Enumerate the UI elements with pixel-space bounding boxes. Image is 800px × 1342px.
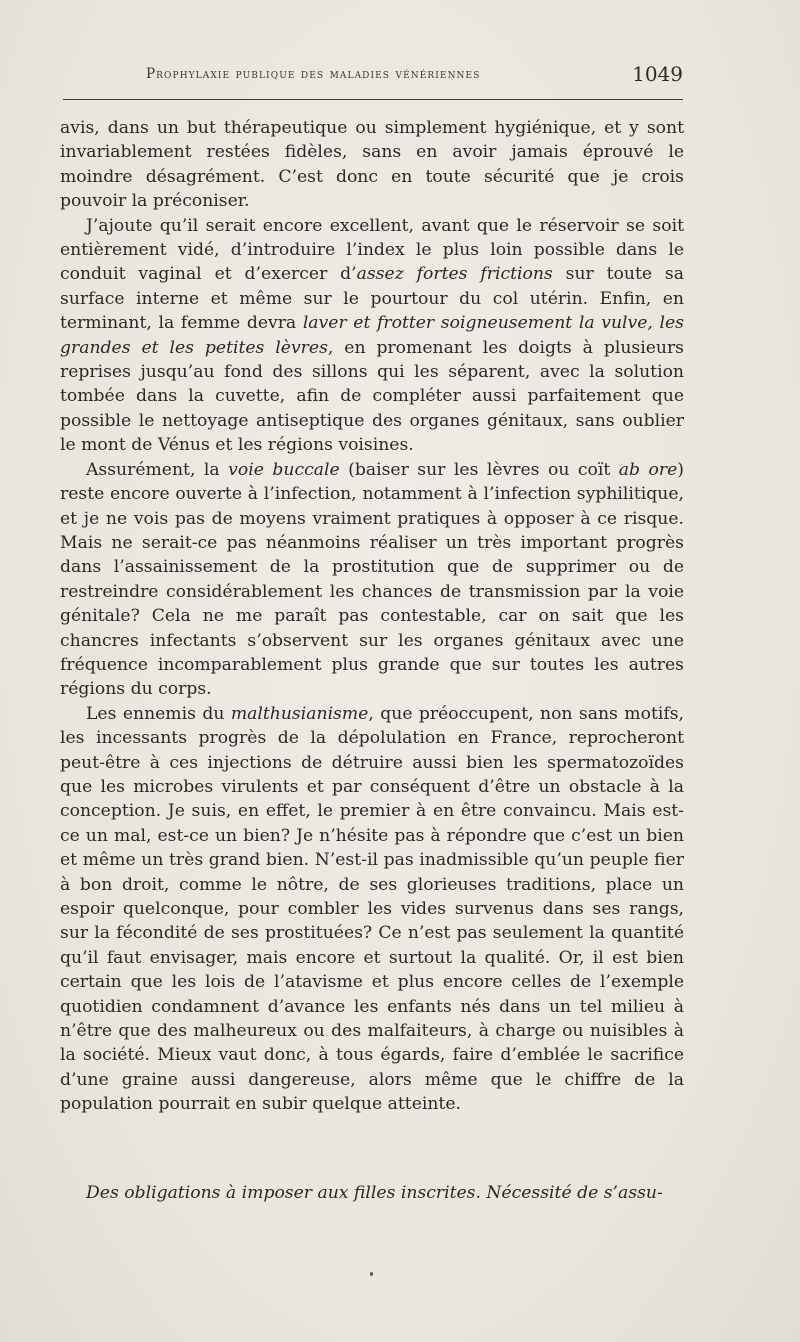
italic-phrase: assez fortes frictions — [356, 264, 553, 285]
running-title: Prophylaxie publique des maladies vénériennes — [146, 66, 481, 82]
section-heading: Des obligations à imposer aux filles inscrites. Nécessité de s’assu- — [86, 1183, 663, 1203]
paragraph — [60, 458, 684, 702]
paragraph — [60, 702, 684, 1117]
text-run: Assurément, la — [86, 459, 229, 480]
paragraph — [60, 116, 684, 214]
page-header — [63, 62, 683, 90]
text-run: Les ennemis du — [86, 703, 231, 724]
italic-phrase: laver et frotter soigneusement la vulve, les grandes et les petites lèvres — [60, 313, 684, 358]
text-run: , en promenant les doigts à plusieurs reprises jusqu’au fond des sillons qui les séparent, avec la solution tombée dans la cuvette, afin de compléter aussi parfaitement que possible le nettoyage antiseptique des organes génitaux, sans oublier le mont de Vénus et les régions voisines. — [60, 337, 684, 456]
text-run: sur toute sa surface interne et même sur le pourtour du col utérin. Enfin, en terminant, la femme devra — [60, 264, 684, 334]
text-run: J’ajoute qu’il serait encore excellent, avant que le réservoir se soit entièrement vidé, d’introduire l’index le plus loin possible dans le conduit vaginal et d’exercer d’ — [60, 215, 684, 285]
ink-speck — [370, 1272, 373, 1276]
text-run: avis, dans un but thérapeutique ou simplement hygiénique, et y sont invariablement restées fidèles, sans en avoir jamais éprouvé le moindre désagrément. C’est donc en toute sécurité que je crois pouvoir la préconiser. — [60, 118, 684, 212]
text-run: (baiser sur les lèvres ou coït — [339, 459, 619, 480]
text-run: , que préoccupent, non sans motifs, les incessants progrès de la dépolulation en France, reprocheront peut-être à ces injections de détruire aussi bien les spermatozoïdes que les microbes virulents et par conséquent d’être un obstacle à la conception. Je suis, en effet, le premier à en être convaincu. Mais est-ce un mal, est-ce un bien? Je n’hésite pas à répondre que c’est un bien et même un très grand bien. N’est-il pas inadmissible qu’un peuple fier à bon droit, comme le nôtre, de ses glorieuses traditions, place un espoir quelconque, pour combler les vides survenus dans ses rangs, sur la fécondité de ses prostituées? Ce n’est pas seulement la quantité qu’il faut envisager, mais encore et surtout la qualité. Or, il est bien certain que les lois de l’atavisme et plus encore celles de l’exemple quotidien condamnent d’avance les enfants nés dans un tel milieu à n’être que des malheureux ou des malfaiteurs, à charge ou nuisibles à la société. Mieux vaut donc, à tous égards, faire d’emblée le sacrifice d’une graine aussi dangereuse, alors même que le chiffre de la population pourrait en subir quelque atteinte. — [60, 703, 684, 1115]
italic-phrase: voie buccale — [228, 459, 340, 480]
paragraph — [60, 214, 684, 458]
body-text — [60, 116, 684, 1117]
italic-phrase: ab ore — [618, 459, 678, 480]
italic-phrase: malthusianisme — [230, 703, 369, 724]
page-number: 1049 — [632, 62, 683, 86]
header-rule — [63, 99, 683, 100]
text-run: ) reste encore ouverte à l’infection, notamment à l’infection syphilitique, et je ne vois pas de moyens vraiment pratiques à opposer à ce risque. Mais ne serait-ce pas néanmoins réaliser un très important progrès dans l’assainissement de la prostitution que de supprimer ou de restreindre considérablement les chances de transmission par la voie génitale? Cela ne me paraît pas contestable, car on sait que les chancres infectants s’observent sur les organes génitaux avec une fréquence incomparablement plus grande que sur toutes les autres régions du corps. — [60, 459, 684, 700]
